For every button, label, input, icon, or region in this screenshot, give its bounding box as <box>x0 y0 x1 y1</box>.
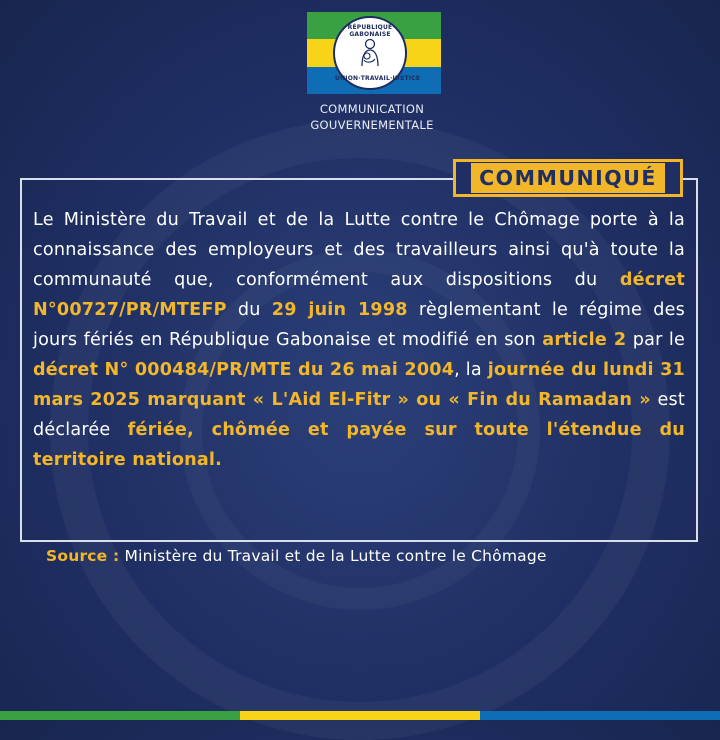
org-line-2: GOUVERNEMENTALE <box>310 118 434 132</box>
seal-bottom-text: UNION·TRAVAIL·JUSTICE <box>335 75 421 82</box>
body-highlight-article: article 2 <box>542 330 627 350</box>
org-label <box>0 101 720 133</box>
body-text-segment: , la <box>454 360 488 380</box>
seal-top-text: RÉPUBLIQUE GABONAISE <box>347 24 393 38</box>
bottom-bar-blue <box>480 711 720 720</box>
source-text: Ministère du Travail et de la Lutte contre le Chômage <box>119 547 547 565</box>
bottom-bar-green <box>0 711 240 720</box>
communique-title-badge <box>453 159 683 197</box>
body-text-segment: règlementant le régime des jours fériés en République Gabonaise et modifié en son <box>33 300 685 350</box>
body-text-segment: Le Ministère du Travail et de la Lutte contre le Chômage porte à la connaissance des employeurs et des travailleurs ainsi qu'à toute la communauté que, conformément aux dispositions du <box>33 210 685 290</box>
org-line-1: COMMUNICATION <box>319 102 425 116</box>
communique-title: COMMUNIQUÉ <box>471 163 665 193</box>
body-highlight-decree-1: décret N°00727/PR/MTEFP <box>33 270 685 320</box>
communique-body <box>33 205 685 475</box>
body-text-segment: par le <box>626 330 685 350</box>
body-highlight-decree-2: décret N° 000484/PR/MTE du 26 mai 2004 <box>33 360 455 380</box>
republic-seal-icon <box>333 16 421 90</box>
body-text-segment: est déclarée <box>33 390 685 440</box>
body-highlight-date-1: 29 juin 1998 <box>271 300 408 320</box>
source-line <box>46 545 706 567</box>
body-highlight-status: fériée, chômée et payée sur toute l'étendue du territoire national. <box>33 420 685 470</box>
bottom-bar-yellow <box>240 711 480 720</box>
mother-child-figure-icon <box>357 38 383 68</box>
body-highlight-holiday: journée du lundi 31 mars 2025 marquant « L'Aid El-Fitr » ou « Fin du Ramadan » <box>33 360 685 410</box>
bottom-color-bar <box>0 711 720 720</box>
source-label: Source : <box>46 547 120 565</box>
body-text-segment: du <box>226 300 272 320</box>
